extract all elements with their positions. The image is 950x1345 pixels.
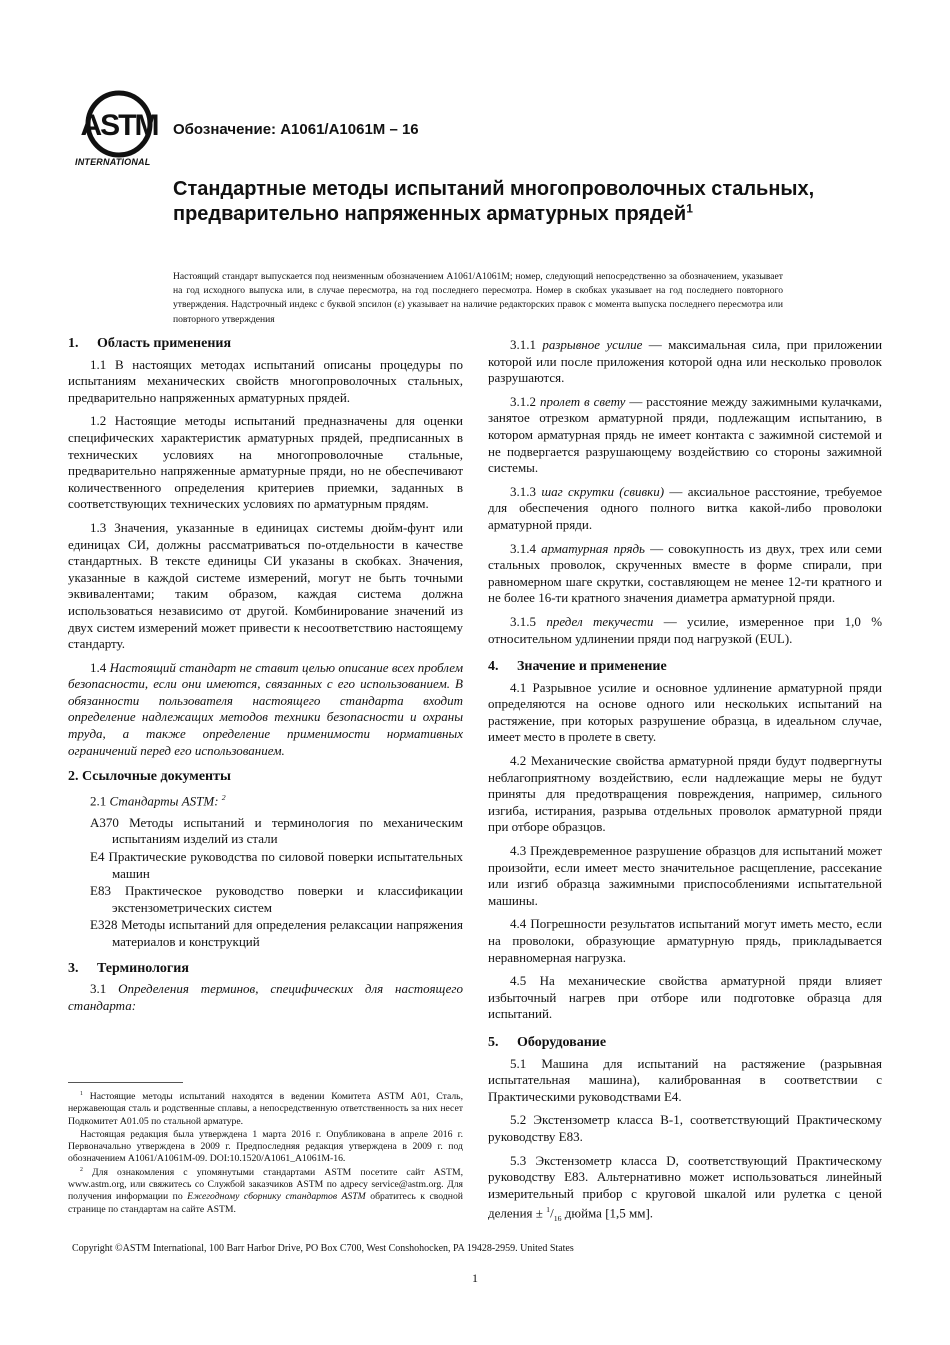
term-definition: 3.1.1 разрывное усилие — максимальная сила, при приложении которой или после приложения которой одна или несколько проволок разрушаются. — [488, 337, 883, 386]
logo-caption: INTERNATIONAL — [75, 157, 151, 167]
paragraph: 5.2 Экстензометр класса B-1, соответствующий Практическому руководству E83. — [488, 1112, 882, 1144]
footnote: $^2$ Для ознакомления с упомянутыми стандартами ASTM посетите сайт ASTM, www.astm.org, или свяжитесь со Службой заказчиков ASTM по адресу service@astm.org. Для получения информации по Ежегодному сборнику стандартов ASTM обратитесь к сводной странице по стандартам на сайте ASTM. — [68, 1166, 464, 1215]
paragraph: 4.4 Погрешности результатов испытаний могут иметь место, если на проволоки, образующие арматурную прядь, прикладывается неравномерная нагрузка. — [488, 916, 882, 965]
reference-item: A370 Методы испытаний и терминология по механическим испытаниям изделий из стали — [90, 814, 463, 847]
footnote: $^1$ Настоящие методы испытаний находятся в ведении Комитета ASTM A01, Сталь, нержавеющая сталь и родственные сплавы, а непосредственную ответственность за них несет Подкомитет A01.05 по стальной арматуре. — [68, 1090, 464, 1127]
paragraph: 5.3 Экстензометр класса D, соответствующий Практическому руководству E83. Альтернативно может использоваться линейный измерительный прибор с круговой шкалой или рулетка с ценой деления ± $^1/_{16}$ дюйма [1,5 мм]. — [488, 1152, 882, 1224]
paragraph: 4.3 Преждевременное разрушение образцов для испытаний может произойти, если имеет место значительное расщепление, рассекание или изгиб образца зажимными приспособлениями испытательной машины. — [488, 843, 882, 908]
designation: Обозначение: A1061/A1061M – 16 — [173, 121, 419, 138]
footnote-divider — [68, 1082, 183, 1083]
paragraph: 4.2 Механические свойства арматурной пряди будут подвергнуты неблагоприятному воздействию, если надлежащие меры не будут приняты для предотвращения повреждения, например, сильного изгиба, истирания, разрыва отдельных проволок арматурной пряди при отборе образцов. — [488, 753, 882, 835]
copyright: Copyright ©ASTM International, 100 Barr Harbor Drive, PO Box C700, West Conshohocken, PA 19428-2959. United States — [72, 1243, 574, 1254]
paragraph: 1.3 Значения, указанные в единицах системы дюйм-фунт или единицах СИ, должны рассматриваться по-отдельности в качестве стандартных. В тексте единицы СИ указаны в скобках. Значения, указанные в каждой системе измерений, могут не быть точными эквивалентами; таким образом, каждая система должна использоваться независимо от другой. Комбинирование значений из двух систем измерений может привести к несоответствию настоящему стандарту. — [68, 519, 463, 652]
page-number: 1 — [472, 1271, 478, 1285]
designation-notice: Настоящий стандарт выпускается под неизменным обозначением A1061/A1061M; номер, следующий непосредственно за обозначением, указывает на год исходного выпуска или, в случае пересмотра, на год последнего пересмотра. Номер в скобках указывает на год последнего повторного утверждения. Надстрочный индекс с буквой эпсилон (ε) указывает на наличие редакторских правок с момента выпуска последнего пересмотра или повторного утверждения — [173, 271, 783, 325]
section-heading: 1. Область применения — [68, 336, 232, 351]
paragraph: 4.5 На механические свойства арматурной пряди влияет избыточный нагрев при отборе или подготовке образца для испытаний. — [488, 973, 882, 1022]
reference-item: E4 Практические руководства по силовой поверки испытательных машин — [90, 848, 463, 881]
footnotes — [68, 1082, 463, 1217]
footnote: Настоящая редакция была утверждена 1 марта 2016 г. Опубликована в апреле 2016 г. Первоначально утверждена в 2009 г. Предпоследняя редакция утверждена в 2009 г. под обозначением A1061/A1061M-09. DOI:10.1520/A1061_A1061M-16. — [68, 1128, 463, 1165]
paragraph: 5.1 Машина для испытаний на растяжение (разрывная испытательная машина), калиброванная в соответствии с Практическими руководствами E4. — [488, 1055, 882, 1104]
paragraph: 1.2 Настоящие методы испытаний предназначены для оценки специфических характеристик арматурных прядей, предписанных в технических условиях на многопроволочные стальные, предварительно напряженные арматурные пряди, но не обеспечивают количественного определения критериев приемки, заданных в соответствующих технических условиях по арматурным прядям. — [68, 413, 463, 512]
paragraph: 4.1 Разрывное усилие и основное удлинение арматурной пряди определяются на основе одного или нескольких испытаний на растяжение, при которых разрушение образца, в идеальном случае, имеет место в пролете в свету. — [488, 679, 882, 745]
paragraph: 1.1 В настоящих методах испытаний описаны процедуры по испытаниям механических свойств многопроволочных стальных, предварительно напряженных арматурных прядей. — [68, 356, 463, 405]
term-definition: 3.1.3 шаг скрутки (свивки) — аксиальное расстояние, требуемое для обеспечения одного полного витка какой-либо проволоки арматурной пряди. — [488, 483, 883, 532]
svg-text:ASTM: ASTM — [80, 109, 158, 142]
right-column — [488, 337, 882, 1235]
left-column — [68, 336, 463, 1021]
astm-logo — [75, 88, 165, 170]
paragraph: 2.1 Стандарты ASTM: $^2$ — [90, 792, 226, 809]
reference-item: E83 Практическое руководство поверки и классификации экстензометрических систем — [90, 883, 463, 915]
section-heading: 3. Терминология — [68, 960, 189, 976]
page-title: Стандартные методы испытаний многопроволочных стальных, предварительно напряженных арматурных прядей$^1$ — [173, 178, 815, 225]
term-definition: 3.1.5 предел текучести — усилие, измеренное при 1,0 % относительном удлинении пряди под нагрузкой (EUL). — [488, 613, 883, 646]
section-heading: 4. Значение и применение — [488, 659, 667, 675]
title-footnote-ref[interactable]: 1 — [686, 201, 693, 216]
term-definition: 3.1.4 арматурная прядь — совокупность из двух, трех или семи стальных проволок, скрученных вместе в форме спирали, при равномерном шаге скрутки, составляющем не менее 12-ти кратного и не более 16-ти кратного значения диаметра арматурной пряди. — [488, 540, 882, 606]
term-definition: 3.1.2 пролет в свету — расстояние между зажимными кулачками, занятое отрезком арматурной пряди, подлежащим испытанию, в котором арматурная прядь не имеет контакта с зажимной системой и не подвергается разрушающему воздействию со стороны зажимной системы. — [488, 393, 883, 476]
section-heading: 5. Оборудование — [488, 1034, 607, 1050]
reference-item: E328 Методы испытаний для определения релаксации напряжения материалов и конструкций — [90, 917, 463, 949]
paragraph: 1.4 Настоящий стандарт не ставит целью описание всех проблем безопасности, если они имеются, связанных с его использованием. В обязанности пользователя настоящего стандарта входит определение надлежащих методов техники безопасности и охраны труда, а также определение применимости нормативных ограничений перед его использованием. — [68, 659, 463, 758]
section-heading: 2. Ссылочные документы — [68, 769, 231, 785]
paragraph: 3.1 Определения терминов, специфических для настоящего стандарта: — [68, 981, 464, 1013]
astm-logo-icon — [75, 88, 165, 158]
